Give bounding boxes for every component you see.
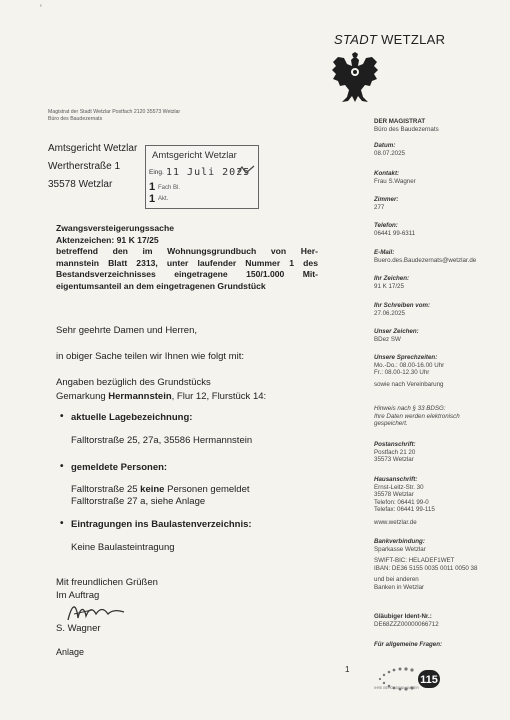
signature-icon [64, 600, 128, 624]
recipient-street: Wertherstraße 1 [48, 161, 121, 172]
salutation: Sehr geehrte Damen und Herren, [56, 325, 197, 336]
telefon-value: 06441 99-6311 [374, 229, 416, 237]
received-stamp [145, 145, 259, 209]
sidebar-ihr-zeichen [374, 275, 508, 290]
city-name: WETZLAR [381, 32, 446, 47]
closing-auftrag: Im Auftrag [56, 590, 100, 601]
datum-value: 08.07.2025 [374, 149, 405, 157]
sprechzeiten-3: sowie nach Vereinbarung [374, 380, 444, 388]
lagebezeichnung-text: Falltorstraße 25, 27a, 35586 Hermannstein [71, 435, 253, 446]
glaeubiger-label: Gläubiger Ident-Nr.: [374, 613, 432, 620]
stamp-count-2: 1 [149, 193, 156, 205]
unser-zeichen-label: Unser Zeichen: [374, 328, 419, 335]
bdsg-3: gespeichert. [374, 420, 408, 428]
sidebar-post [374, 441, 508, 464]
sender-line-1: Magistrat der Stadt Wetzlar Postfach 2120 35573 Wetzlar [48, 109, 181, 115]
bank-label: Bankverbindung: [374, 538, 425, 545]
sprechzeiten-1: Mo.-Do.: 08.00-16.00 Uhr [374, 361, 445, 369]
sender-line-2: Büro des Baudezernats [48, 116, 103, 122]
case-line-1: Zwangsversteigerungssache [56, 223, 174, 233]
stamp-count-1: 1 [149, 181, 156, 193]
case-reference [56, 223, 318, 292]
kontakt-label: Kontakt: [374, 170, 400, 177]
haus-label: Hausanschrift: [374, 476, 418, 483]
attachment-note: Anlage [56, 647, 85, 657]
city-italic: STADT [334, 32, 378, 47]
sidebar-kontakt [374, 170, 508, 185]
property-heading: Angaben bezüglich des Grundstücks [56, 377, 211, 388]
persons-prefix: Falltorstraße 25 [71, 484, 141, 495]
sidebar-telefon [374, 222, 508, 237]
sidebar-fragen [374, 641, 508, 649]
sidebar-glaeubiger [374, 613, 508, 628]
glaeubiger-value: DE68ZZZ00000066712 [374, 620, 439, 628]
logo-number: 115 [420, 674, 438, 686]
haus-1: Ernst-Leitz-Str. 30 [374, 483, 424, 491]
city-header [334, 32, 445, 47]
sidebar-bdsg [374, 405, 508, 428]
recipient-address [48, 140, 137, 194]
sidebar-info [374, 118, 508, 133]
stamp-date: 11 Juli 2025 [166, 167, 251, 178]
haus-4: Telefax: 06441 99-115 [374, 506, 435, 514]
top-mark: ' [40, 3, 42, 13]
sidebar-ihr-schreiben [374, 302, 508, 317]
sprechzeiten-label: Unsere Sprechzeiten: [374, 354, 438, 361]
web-link[interactable]: www.wetzlar.de [374, 519, 417, 526]
telefon-label: Telefon: [374, 222, 398, 229]
sidebar-sprechzeiten [374, 354, 508, 388]
gemarkung-prefix: Gemarkung [56, 391, 109, 402]
case-line-4: mannstein Blatt 2313, unter laufender Nummer 1 des [56, 257, 318, 268]
stamp-title: Amtsgericht Wetzlar [152, 150, 237, 161]
bank-3: IBAN: DE36 5155 0035 0011 0050 38 [374, 564, 478, 572]
signer-name: S. Wagner [56, 623, 101, 634]
bank-4: und bei anderen [374, 576, 419, 584]
haus-2: 35578 Wetzlar [374, 491, 414, 499]
post-label: Postanschrift: [374, 441, 416, 448]
gemarkung-name: Hermannstein [108, 391, 172, 402]
sidebar-email [374, 249, 508, 264]
bank-2: SWIFT-BIC: HELADEF1WET [374, 557, 455, 565]
email-value: Buero.des.Baudezernats@wetzlar.de [374, 256, 477, 264]
stamp-eing-label: Eing. [149, 169, 164, 176]
haus-3: Telefon: 06441 99-0 [374, 498, 429, 506]
recipient-name: Amtsgericht Wetzlar [48, 143, 138, 154]
sidebar-datum [374, 142, 508, 157]
email-label: E-Mail: [374, 249, 395, 256]
page-number: 1 [345, 665, 350, 674]
zimmer-value: 277 [374, 203, 385, 211]
gemarkung-suffix: , Flur 12, Flurstück 14: [171, 391, 267, 402]
baulasten-text: Keine Baulasteintragung [71, 542, 175, 553]
persons-suffix: Personen gemeldet [164, 484, 250, 495]
dept-title: DER MAGISTRAT [374, 118, 426, 125]
stamp-line-1: Fach Bl. [158, 185, 181, 191]
datum-label: Datum: [374, 142, 396, 149]
intro-text: in obiger Sache teilen wir Ihnen wie folgt mit: [56, 351, 244, 362]
sidebar-bank [374, 538, 508, 592]
recipient-city: 35578 Wetzlar [48, 179, 113, 190]
unser-zeichen-value: BDez SW [374, 335, 401, 343]
bank-5: Banken in Wetzlar [374, 583, 425, 591]
eagle-coat-of-arms-icon [330, 52, 380, 106]
sender-line [48, 109, 180, 123]
sprechzeiten-2: Fr.: 08.00-12.30 Uhr [374, 369, 430, 377]
case-line-5: Bestandsverzeichnisses eingetragene 150/1.000 Mit- [56, 269, 318, 279]
bdsg-2: Ihre Daten werden elektronisch [374, 412, 460, 420]
ihr-zeichen-value: 91 K 17/25 [374, 282, 404, 290]
post-1: Postfach 21 20 [374, 448, 416, 456]
closing-greeting: Mit freundlichen Grüßen [56, 577, 158, 588]
logo-subtitle: IHRE BEHÖRDENNUMMER [374, 686, 419, 690]
sidebar-zimmer [374, 196, 508, 211]
bank-1: Sparkasse Wetzlar [374, 545, 426, 553]
persons-keine: keine [140, 484, 165, 495]
checkmark-icon [236, 164, 256, 176]
bullet-lagebezeichnung: • aktuelle Lagebezeichnung: [71, 412, 192, 423]
fragen-label: Für allgemeine Fragen: [374, 641, 443, 648]
stamp-line-2: Akt. [158, 196, 169, 202]
ihr-zeichen-label: Ihr Zeichen: [374, 275, 410, 282]
case-line-3: betreffend den im Wohnungsgrundbuch von Her- [56, 246, 318, 256]
persons-line-1 [71, 484, 250, 495]
post-2: 35573 Wetzlar [374, 456, 414, 464]
dept-sub: Büro des Baudezernats [374, 125, 439, 133]
persons-line-2: Falltorstraße 27 a, siehe Anlage [71, 496, 206, 507]
zimmer-label: Zimmer: [374, 196, 399, 203]
kontakt-value: Frau S.Wagner [374, 177, 416, 185]
case-line-2: Aktenzeichen: 91 K 17/25 [56, 234, 159, 245]
case-line-6: eigentumsanteil an dem eingetragenen Grundstück [56, 280, 266, 291]
bdsg-1: Hinweis nach § 33 BDSG: [374, 405, 446, 412]
sidebar-haus [374, 476, 508, 514]
sidebar-unser-zeichen [374, 328, 508, 343]
ihr-schreiben-label: Ihr Schreiben vom: [374, 302, 431, 309]
gemarkung-line [56, 391, 266, 402]
bullet-personen: • gemeldete Personen: [71, 462, 167, 473]
ihr-schreiben-value: 27.06.2025 [374, 309, 405, 317]
bullet-baulasten: • Eintragungen ins Baulastenverzeichnis: [71, 519, 252, 530]
